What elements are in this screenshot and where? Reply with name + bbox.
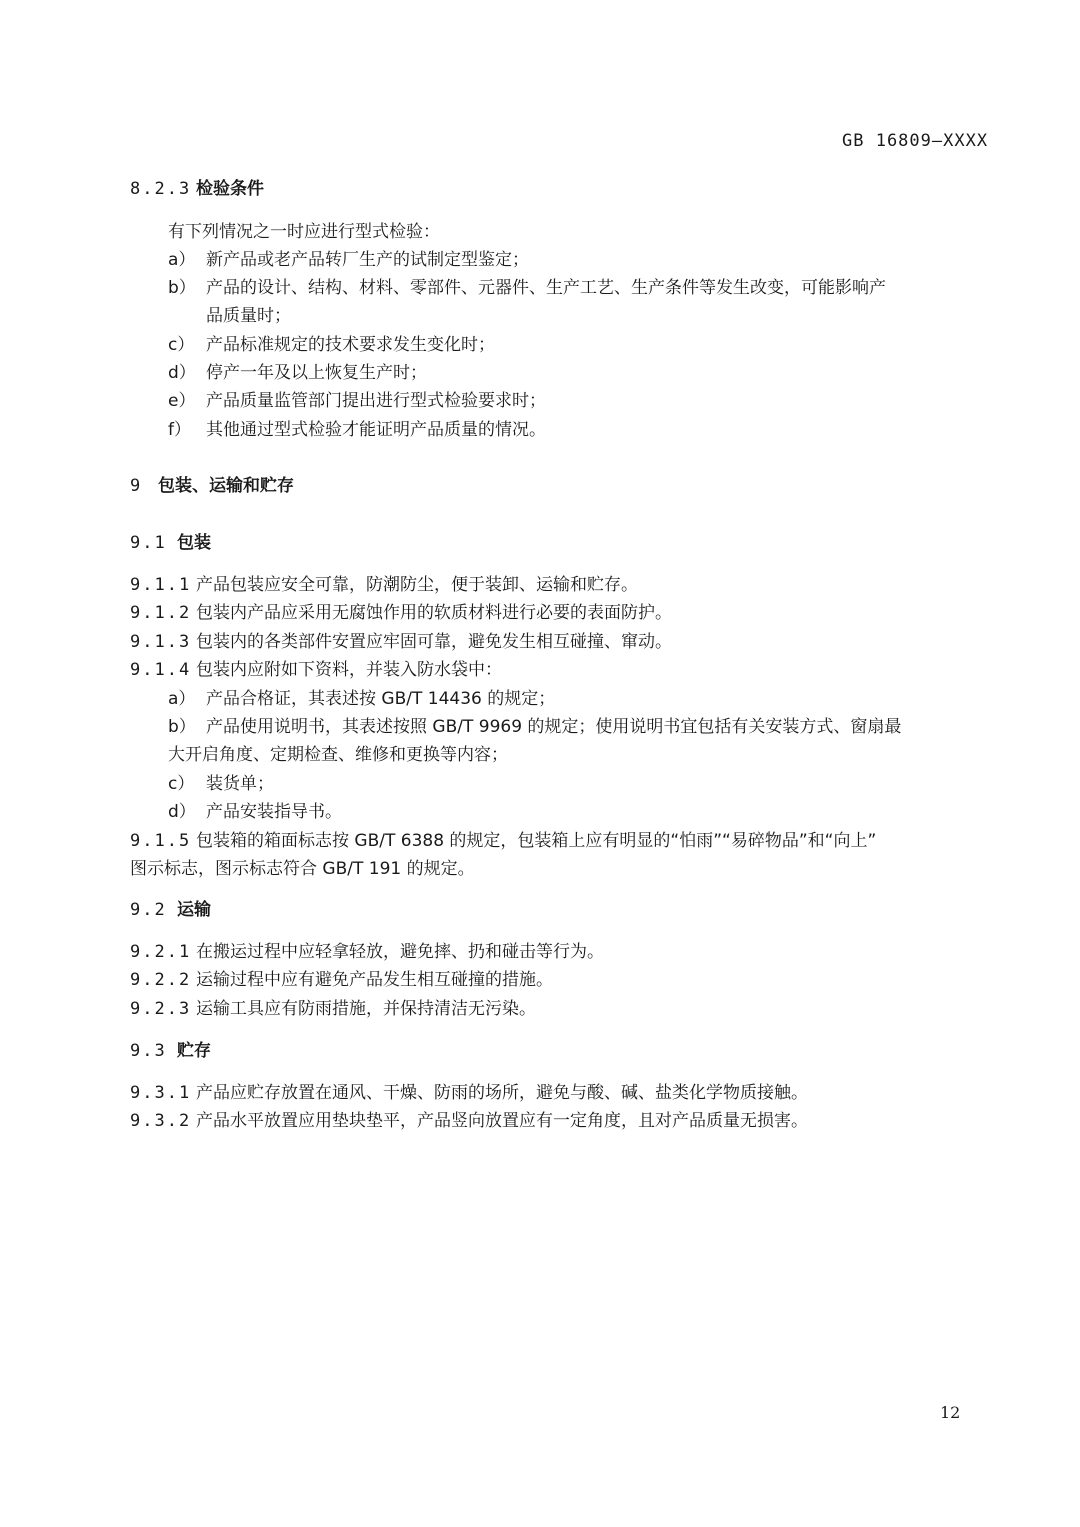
list-item-continuation: 大开启角度、定期检查、维修和更换等内容；: [168, 745, 508, 765]
clause-number: 9.3.2: [130, 1111, 192, 1131]
clause-text: 包装内产品应采用无腐蚀作用的软质材料进行必要的表面防护。: [196, 603, 672, 623]
clause-text: 在搬运过程中应轻拿轻放，避免摔、扔和碰击等行为。: [196, 942, 604, 962]
clause-number: 9.2.3: [130, 999, 192, 1019]
chapter-title: 包装、运输和贮存: [158, 476, 294, 496]
list-marker: d）: [168, 363, 196, 383]
document-code: GB 16809—XXXX: [842, 131, 989, 151]
list-item-text: 停产一年及以上恢复生产时；: [206, 363, 427, 383]
list-item-text: 产品合格证，其表述按 GB/T 14436 的规定；: [206, 689, 556, 709]
clause-text: 包装内应附如下资料，并装入防水袋中：: [196, 660, 502, 680]
clause-number: 9.1.3: [130, 632, 192, 652]
section-number: 9.3: [130, 1041, 167, 1061]
clause-continuation: 图示标志，图示标志符合 GB/T 191 的规定。: [130, 859, 475, 879]
clause-text: 运输工具应有防雨措施，并保持清洁无污染。: [196, 999, 536, 1019]
clause-number: 9.1.2: [130, 603, 192, 623]
chapter-number: 9: [130, 476, 143, 496]
list-item-text: 产品的设计、结构、材料、零部件、元器件、生产工艺、生产条件等发生改变，可能影响产: [206, 278, 886, 298]
list-marker: c）: [168, 774, 195, 794]
list-item-continuation: 品质量时；: [206, 306, 291, 326]
list-item-text: 产品安装指导书。: [206, 802, 342, 822]
list-marker: b）: [168, 278, 196, 298]
clause-text: 运输过程中应有避免产品发生相互碰撞的措施。: [196, 970, 553, 990]
section-number: 9.1: [130, 533, 167, 553]
clause-text: 产品水平放置应用垫块垫平，产品竖向放置应有一定角度，且对产品质量无损害。: [196, 1111, 808, 1131]
list-item-text: 产品标准规定的技术要求发生变化时；: [206, 335, 495, 355]
section-title: 运输: [177, 900, 211, 920]
list-item-text: 产品质量监管部门提出进行型式检验要求时；: [206, 391, 546, 411]
list-marker: e）: [168, 391, 196, 411]
section-number: 8.2.3: [130, 179, 192, 199]
clause-number: 9.1.1: [130, 575, 192, 595]
clause-number: 9.2.1: [130, 942, 192, 962]
clause-number: 9.2.2: [130, 970, 192, 990]
list-marker: f）: [168, 420, 191, 440]
clause-text: 包装箱的箱面标志按 GB/T 6388 的规定，包装箱上应有明显的“怕雨”“易碎物品”和“向上”: [196, 831, 877, 851]
list-marker: d）: [168, 802, 196, 822]
list-marker: c）: [168, 335, 195, 355]
clause-number: 9.3.1: [130, 1083, 192, 1103]
section-title: 包装: [177, 533, 211, 553]
list-item-text: 其他通过型式检验才能证明产品质量的情况。: [206, 420, 546, 440]
list-item-text: 新产品或老产品转厂生产的试制定型鉴定；: [206, 250, 529, 270]
paragraph: 有下列情况之一时应进行型式检验：: [168, 222, 440, 242]
clause-text: 产品应贮存放置在通风、干燥、防雨的场所，避免与酸、碱、盐类化学物质接触。: [196, 1083, 808, 1103]
clause-text: 产品包装应安全可靠，防潮防尘，便于装卸、运输和贮存。: [196, 575, 638, 595]
list-item-text: 产品使用说明书，其表述按照 GB/T 9969 的规定；使用说明书宜包括有关安装方式、窗扇最: [206, 717, 902, 737]
list-marker: b）: [168, 717, 196, 737]
list-marker: a）: [168, 250, 196, 270]
section-number: 9.2: [130, 900, 167, 920]
section-title: 贮存: [177, 1041, 211, 1061]
clause-number: 9.1.5: [130, 831, 192, 851]
clause-number: 9.1.4: [130, 660, 192, 680]
section-title: 检验条件: [196, 179, 264, 199]
list-marker: a）: [168, 689, 196, 709]
clause-text: 包装内的各类部件安置应牢固可靠，避免发生相互碰撞、窜动。: [196, 632, 672, 652]
list-item-text: 装货单；: [206, 774, 274, 794]
page-number: 12: [940, 1403, 961, 1422]
